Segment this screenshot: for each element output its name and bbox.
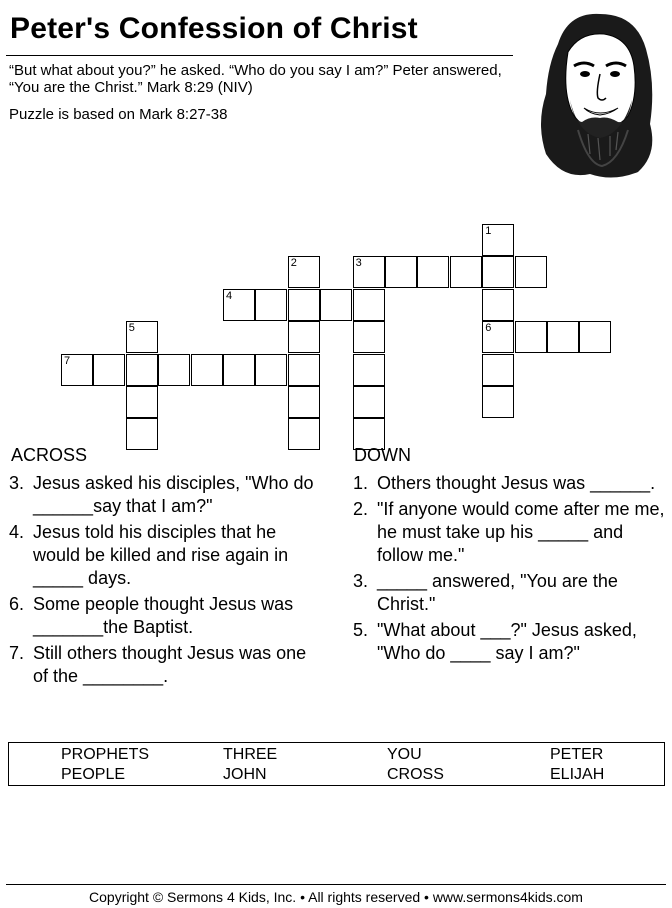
crossword-cell[interactable]: [61, 354, 93, 386]
crossword-cell[interactable]: [385, 256, 417, 288]
crossword-cell[interactable]: [482, 256, 514, 288]
word-bank-item: YOU: [387, 746, 422, 763]
crossword-cell[interactable]: [223, 354, 255, 386]
down-clue: 3. _____ answered, "You are the Christ.": [353, 571, 618, 614]
clue-number: 1: [485, 225, 492, 237]
crossword-cell[interactable]: [482, 224, 514, 256]
down-heading: DOWN: [354, 445, 411, 465]
crossword-cell[interactable]: [126, 418, 158, 450]
clue-number: 4: [226, 289, 233, 302]
crossword-cell[interactable]: [353, 289, 385, 321]
word-bank-item: PEOPLE: [61, 766, 126, 783]
crossword-cell[interactable]: [547, 321, 579, 353]
word-bank-item: THREE: [223, 746, 278, 763]
word-bank-item: CROSS: [387, 766, 444, 783]
clue-number: 5: [128, 322, 135, 335]
crossword-cell[interactable]: [288, 256, 320, 288]
crossword-cell[interactable]: [126, 354, 158, 386]
crossword-cell[interactable]: [288, 418, 320, 450]
crossword-cell[interactable]: [288, 386, 320, 418]
across-clue: 3. Jesus asked his disciples, "Who do ______say that I am?": [9, 473, 314, 516]
crossword-cell[interactable]: [255, 289, 287, 321]
crossword-cell[interactable]: [158, 354, 190, 386]
across-clue: 6. Some people thought Jesus was _______the Baptist.: [9, 594, 294, 637]
across-clue: 4. Jesus told his disciples that he would be killed and rise again in _____ days.: [9, 522, 289, 588]
footer-divider: [6, 884, 666, 885]
down-clues: [353, 472, 668, 668]
crossword-cell[interactable]: [126, 321, 158, 353]
across-heading: ACROSS: [11, 445, 88, 465]
crossword-cell[interactable]: [288, 354, 320, 386]
crossword-cell[interactable]: [353, 386, 385, 418]
down-clue: 2. "If anyone would come after me me, he must take up his _____ and follow me.": [353, 499, 665, 565]
crossword-cell[interactable]: [353, 354, 385, 386]
across-clues: [9, 472, 324, 691]
word-bank-item: PETER: [550, 746, 604, 763]
word-bank: [8, 742, 665, 786]
across-clue: 7. Still others thought Jesus was one of the ________.: [9, 643, 307, 686]
crossword-cell[interactable]: [482, 386, 514, 418]
crossword-cell[interactable]: [579, 321, 611, 353]
word-bank-item: ELIJAH: [550, 766, 605, 783]
scripture-quote: “But what about you?” he asked. “Who do you say I am?” Peter answered, “You are the Christ.” Mark 8:29 (NIV): [9, 62, 502, 96]
crossword-cell[interactable]: [482, 354, 514, 386]
crossword-cell[interactable]: [450, 256, 482, 288]
crossword-cell[interactable]: [255, 354, 287, 386]
crossword-cell[interactable]: [417, 256, 449, 288]
crossword-cell[interactable]: [515, 321, 547, 353]
word-bank-item: JOHN: [223, 766, 267, 783]
crossword-cell[interactable]: [353, 256, 385, 288]
puzzle-source: Puzzle is based on Mark 8:27-38: [9, 106, 228, 123]
crossword-cell[interactable]: [515, 256, 547, 288]
copyright-footer: Copyright © Sermons 4 Kids, Inc. • All rights reserved • www.sermons4kids.com: [89, 889, 583, 905]
down-clue: 5. "What about ___?" Jesus asked, "Who do ____ say I am?": [353, 620, 637, 663]
word-bank-item: PROPHETS: [61, 746, 150, 763]
clue-number: 7: [64, 354, 71, 367]
crossword-cell[interactable]: [482, 289, 514, 321]
crossword-cell[interactable]: [482, 321, 514, 353]
clue-number: 2: [290, 257, 297, 270]
clue-number: 3: [355, 257, 362, 270]
crossword-cell[interactable]: [320, 289, 352, 321]
crossword-grid: [0, 0, 672, 440]
crossword-cell[interactable]: [288, 289, 320, 321]
down-clue: 1. Others thought Jesus was ______.: [353, 473, 656, 493]
crossword-cell[interactable]: [223, 289, 255, 321]
clue-number: 6: [485, 322, 492, 335]
crossword-cell[interactable]: [288, 321, 320, 353]
page-title: Peter's Confession of Christ: [10, 12, 418, 45]
crossword-cell[interactable]: [353, 321, 385, 353]
crossword-cell[interactable]: [191, 354, 223, 386]
crossword-cell[interactable]: [126, 386, 158, 418]
crossword-cell[interactable]: [93, 354, 125, 386]
